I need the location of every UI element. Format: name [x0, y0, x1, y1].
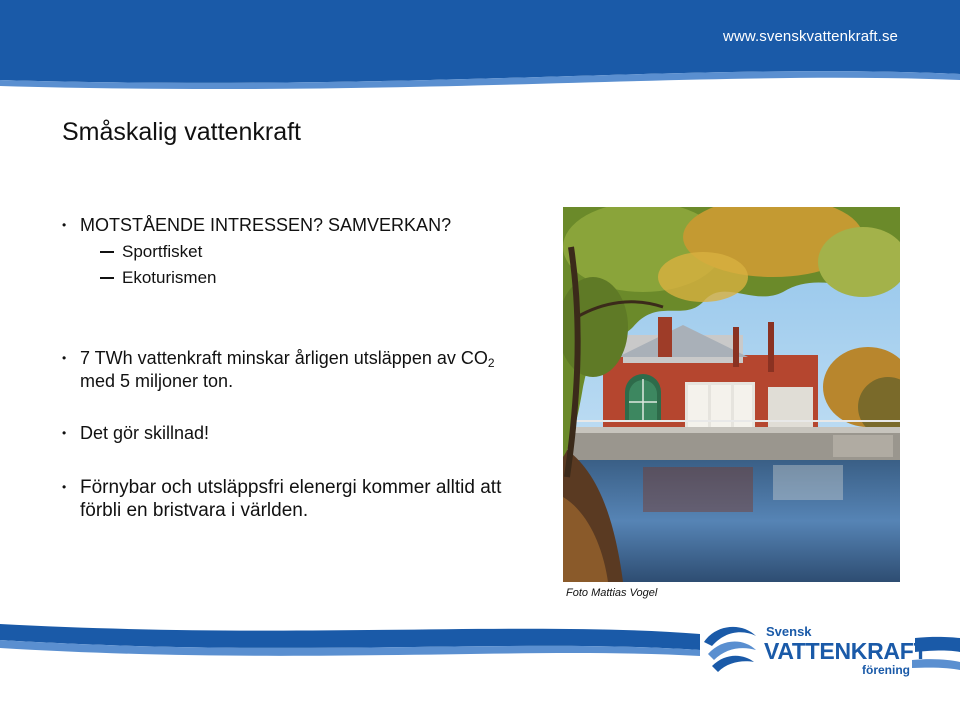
- bullet-dot: •: [62, 480, 67, 494]
- slide-title: Småskalig vattenkraft: [62, 118, 301, 146]
- co2-line-text: 7 TWh vattenkraft minskar årligen utsläppen av CO: [80, 348, 488, 368]
- logo-line-vattenkraft: VATTENKRAFT: [764, 638, 928, 664]
- bullet-dot: •: [62, 426, 67, 440]
- bullet-text: Det gör skillnad!: [80, 423, 210, 443]
- sub-bullet-item: [100, 267, 216, 289]
- header-wave-band: [0, 0, 960, 92]
- bullet-item: [62, 476, 501, 522]
- bullet-text: [62, 476, 501, 522]
- co2-subscript: 2: [487, 356, 495, 370]
- site-url[interactable]: www.svenskvattenkraft.se: [723, 28, 898, 45]
- logo-line-svensk: Svensk: [766, 624, 812, 639]
- sub-bullet-item: [100, 241, 202, 263]
- bullet-text: MOTSTÅENDE INTRESSEN? SAMVERKAN?: [80, 215, 452, 235]
- bullet-dot: •: [62, 218, 67, 232]
- logo-line-forening: förening: [862, 663, 910, 677]
- hydropower-station-photo: [563, 207, 900, 582]
- svensk-vattenkraft-logo: [700, 618, 928, 680]
- bullet-item: [62, 214, 451, 237]
- sub-bullet-text: Ekoturismen: [122, 268, 217, 287]
- dash-marker: [100, 251, 114, 253]
- renewable-line2: förbli en bristvara i världen.: [80, 500, 309, 521]
- co2-line2-text: med 5 miljoner ton.: [80, 371, 234, 391]
- bullet-item: [62, 347, 495, 393]
- dash-marker: [100, 277, 114, 279]
- wave-logo-icon: [700, 620, 762, 678]
- photo-credit: Foto Mattias Vogel: [566, 587, 658, 599]
- bullet-item: [62, 422, 209, 445]
- sub-bullet-text: Sportfisket: [122, 242, 203, 261]
- bullet-dot: •: [62, 351, 67, 365]
- renewable-line1: Förnybar och utsläppsfri elenergi kommer alltid att: [80, 477, 502, 498]
- bullet-text: [62, 347, 495, 393]
